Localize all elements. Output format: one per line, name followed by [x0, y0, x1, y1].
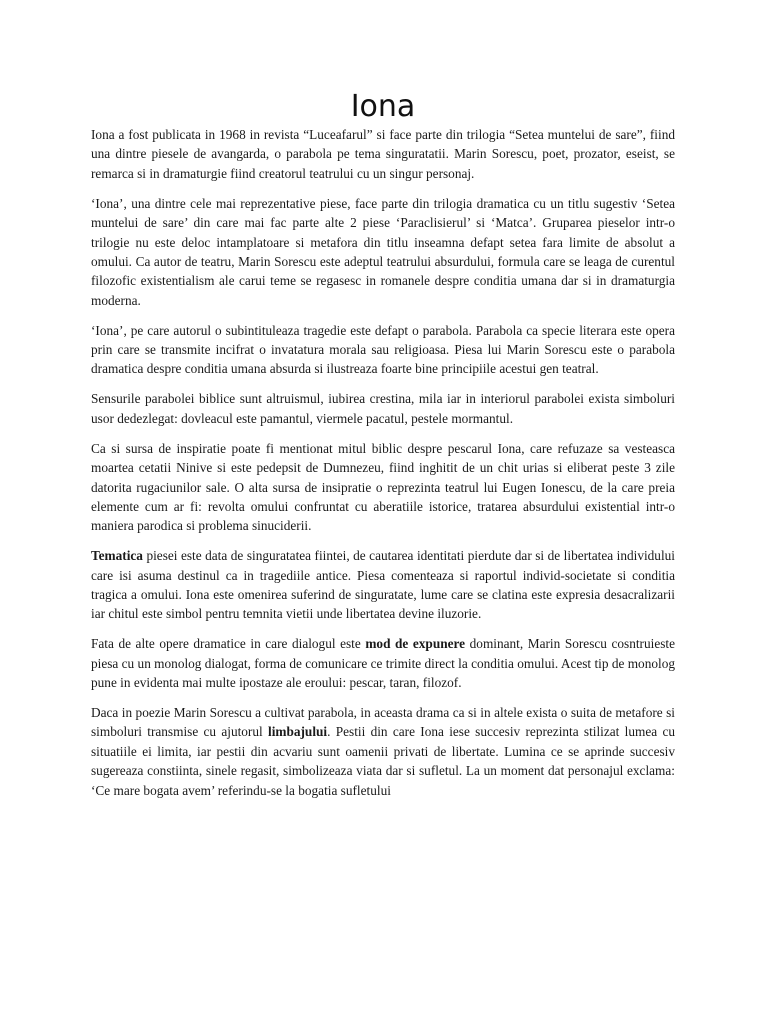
paragraph-language: [91, 703, 675, 800]
theme-text: piesei este data de singuratatea fiintei, de cautarea identitati pierdute dar si de libertatea individului care isi asuma destinul ca in tragediile antice. Piesa comenteaza si raportul individ-societate si conditia tragica a omului. Iona este omenirea suferind de singuratate, lume care se clatina este expresia desacralizarii iar chitul este simbol pentru temnita vietii unde libertatea devine iluzorie.: [91, 548, 675, 622]
language-text-after: . Pestii din care Iona iese succesiv reprezinta stilizat lumea cu situatiile ei limita, iar pestii din acvariu sunt oamenii privati de libertate. Lumina ce se aprinde succesiv sugereaza constiinta, sinele regasit, simbolizeaza viata dar si sufletul. La un moment dat personajul exclama: ‘Ce mare bogata avem’ referindu-se la bogatia sufletului: [91, 724, 675, 798]
paragraph-introduction: Iona a fost publicata in 1968 in revista “Luceafarul” si face parte din trilogia “Setea muntelui de sare”, fiind una dintre piesele de avangarda, o parabola pe tema singuratatii. Marin Sorescu, poet, prozator, eseist, se remarca si in dramaturgie fiind creatorul teatrului cu un singur personaj.: [91, 127, 675, 181]
exposition-keyword: mod de expunere: [365, 636, 466, 652]
paragraph-theme: [91, 546, 675, 624]
exposition-text-after: dominant, Marin Sorescu cosntruieste piesa cu un monolog dialogat, forma de comunicare ce trimite direct la conditia omului. Acest tip de monolog pune in evidenta mai multe ipostaze ale eroului: pescar, taran, filozof.: [91, 636, 675, 691]
exposition-text-before: Fata de alte opere dramatice in care dialogul este: [91, 636, 366, 652]
document-page: [91, 0, 675, 811]
paragraph-inspiration: Ca si sursa de inspiratie poate fi mentionat mitul biblic despre pescarul Iona, care refuzaze sa vesteasca moartea cetatii Ninive si este pedepsit de Dumnezeu, fiind inghitit de un chit urias si eliberat peste 3 zile datorita rugaciunilor sale. O alta sursa de insipratie o reprezinta teatrul lui Eugen Ionescu, de la care preia elemente cum ar fi: revolta omului confruntat cu aberatiile istorice, tratarea absurdului existential intr-o maniera parodica si problema sinuciderii.: [91, 440, 675, 534]
document-title: Iona: [350, 89, 416, 124]
paragraph-parable: ‘Iona’, pe care autorul o subintituleaza tragedie este defapt o parabola. Parabola ca specie literara este opera prin care se transmite incifrat o invatatura morala sau religioasa. Piesa lui Marin Sorescu este o parabola dramatica despre conditia umana absurda si ilustreaza foarte bine principiile acestui gen teatral.: [91, 322, 675, 377]
language-keyword: limbajului: [268, 724, 328, 740]
theme-keyword: Tematica: [91, 548, 143, 564]
language-text-before: Daca in poezie Marin Sorescu a cultivat parabola, in aceasta drama ca si in altele exista o suita de metafore si simboluri transmise cu ajutorul: [91, 705, 675, 740]
paragraph-trilogy: ‘Iona’, una dintre cele mai reprezentative piese, face parte din trilogia dramatica cu un titlu sugestiv ‘Setea muntelui de sare’ din care mai fac parte alte 2 piese ‘Paraclisierul’ si ‘Matca’. Gruparea pieselor intr-o trilogie nu este deloc intamplatoare si metafora din titlu inseamna defapt setea fara limite de absolut a omului. Ca autor de teatru, Marin Sorescu este adeptul teatrului absurdului, formula care se leaga de curentul filozofic existentialism ale carui teme se regasesc in romanele despre conditia umana dar si in dramaturgia moderna.: [91, 195, 675, 308]
paragraph-exposition: [91, 634, 675, 692]
paragraph-symbols: Sensurile parabolei biblice sunt altruismul, iubirea crestina, mila iar in interiorul parabolei exista simboluri usor dedezlegat: dovleacul este pamantul, viermele pacatul, pestele mormantul.: [91, 391, 675, 426]
